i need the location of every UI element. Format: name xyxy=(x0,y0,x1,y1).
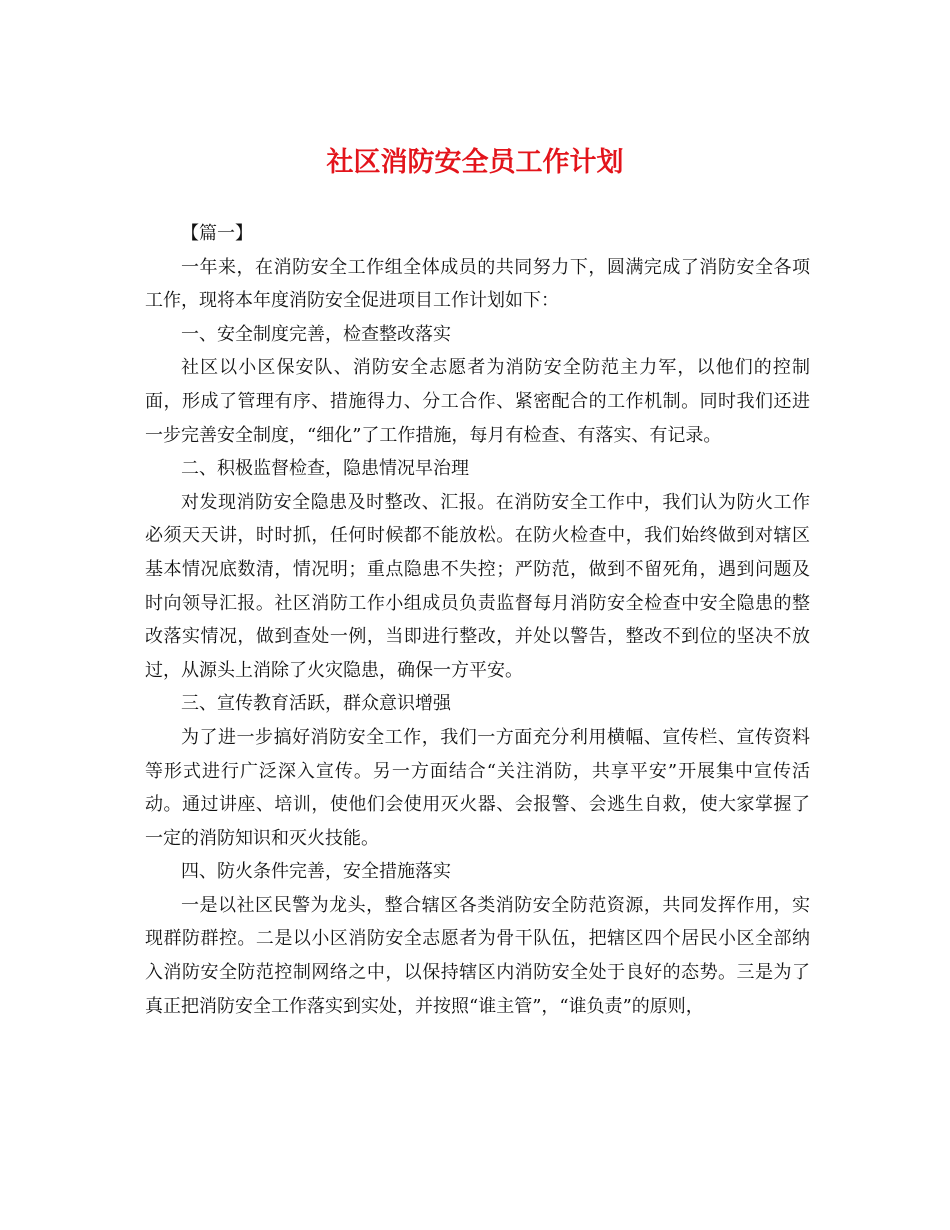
heading-section-2: 二、积极监督检查，隐患情况早治理 xyxy=(181,458,469,480)
paragraph-section-3: 为了进一步搞好消防安全工作，我们一方面充分利用横幅、宣传栏、宣传资料等形式进行广泛深入宣传。另一方面结合“关注消防，共享平安”开展集中宣传活动。通过讲座、培训，使他们会使用灭火器、会报警、会逃生自救，使大家掌握了一定的消防知识和灭火技能。 xyxy=(145,726,810,849)
paragraph-section-2: 对发现消防安全隐患及时整改、汇报。在消防安全工作中，我们认为防火工作必须天天讲，时时抓，任何时候都不能放松。在防火检查中，我们始终做到对辖区基本情况底数清，情况明；重点隐患不失控；严防范，做到不留死角，遇到问题及时向领导汇报。社区消防工作小组成员负责监督每月消防安全检查中安全隐患的整改落实情况，做到查处一例，当即进行整改，并处以警告，整改不到位的坚决不放过，从源头上消除了火灾隐患，确保一方平安。 xyxy=(145,491,810,681)
heading-section-4: 四、防火条件完善，安全措施落实 xyxy=(181,861,451,883)
paragraph-intro: 一年来，在消防安全工作组全体成员的共同努力下，圆满完成了消防安全各项工作，现将本年度消防安全促进项目工作计划如下： xyxy=(145,256,810,312)
paragraph-section-4: 一是以社区民警为龙头，整合辖区各类消防安全防范资源，共同发挥作用，实现群防群控。二是以小区消防安全志愿者为骨干队伍，把辖区四个居民小区全部纳入消防安全防范控制网络之中，以保持辖区内消防安全处于良好的态势。三是为了真正把消防安全工作落实到实处，并按照“谁主管”，“谁负责”的原则， xyxy=(145,894,810,1017)
heading-section-3: 三、宣传教育活跃，群众意识增强 xyxy=(181,693,451,715)
paragraph-section-1: 社区以小区保安队、消防安全志愿者为消防安全防范主力军，以他们的控制面，形成了管理有序、措施得力、分工合作、紧密配合的工作机制。同时我们还进一步完善安全制度，“细化”了工作措施，每月有检查、有落实、有记录。 xyxy=(145,357,810,446)
document-body xyxy=(145,217,810,1023)
heading-section-1: 一、安全制度完善，检查整改落实 xyxy=(181,323,451,345)
section-label: 【篇一】 xyxy=(181,223,253,244)
document-title: 社区消防安全员工作计划 xyxy=(326,147,624,178)
